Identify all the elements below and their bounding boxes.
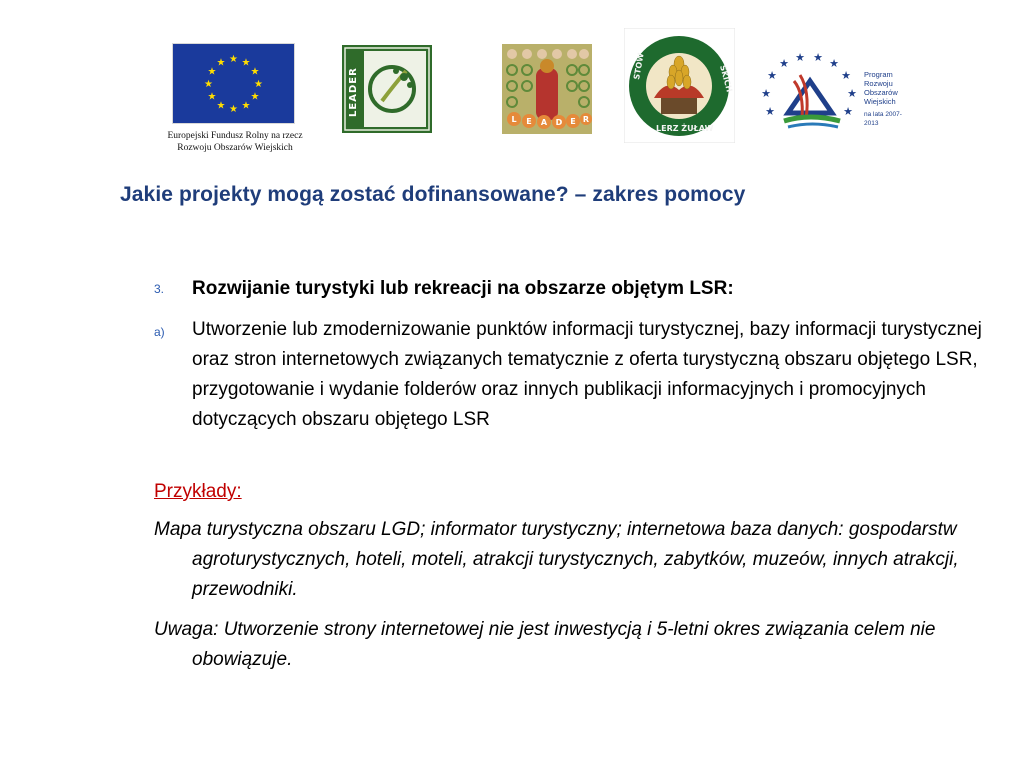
examples-text: Mapa turystyczna obszaru LGD; informator turystyczny; internetowa baza danych: gospodarstw agroturystycznych, hoteli, moteli, atrakcji turystycznych, zabytków, muzeów, innych atrakcji, przewodniki. — [154, 519, 959, 600]
svg-text:★: ★ — [250, 66, 260, 78]
leader-vertical-label: LEADER — [348, 67, 359, 117]
seal-ring-right: SKICH — [718, 64, 734, 94]
svg-text:★: ★ — [229, 54, 238, 65]
svg-text:★: ★ — [761, 87, 771, 100]
svg-text:★: ★ — [847, 87, 857, 100]
eu-caption-line-2: Rozwoju Obszarów Wiejskich — [177, 142, 293, 153]
wheat-seal-icon — [624, 28, 735, 143]
item-a-text: Utworzenie lub zmodernizowanie punktów informacji turystycznej, bazy informacji turystycznej oraz stron internetowych związanych tematycznie z oferta turystyczną obszaru objętego LSR, przygotowanie i wydanie folderów oraz innych publikacji informacyjnych i promocyjnych dotyczących obszaru objętego LSR — [192, 319, 982, 430]
svg-text:★: ★ — [779, 57, 789, 70]
slide-title: Jakie projekty mogą zostać dofinansowane? – zakres pomocy — [120, 183, 746, 206]
leader-logo — [342, 45, 432, 133]
svg-text:★: ★ — [254, 79, 263, 90]
prow-line-2: Rozwoju — [864, 79, 893, 88]
leader-letter-1: L — [511, 115, 517, 124]
seal-ring-left: STOW — [632, 52, 646, 81]
prow-dates: na lata 2007-2013 — [864, 111, 902, 127]
svg-text:★: ★ — [843, 105, 853, 118]
eu-fund-caption — [150, 131, 320, 154]
prow-logo — [760, 53, 910, 131]
leader-letter-2: E — [526, 117, 532, 126]
prow-stars-house-icon — [760, 53, 864, 131]
leader-letter-5: E — [570, 117, 576, 126]
list-item-3 — [154, 274, 1022, 304]
svg-text:★: ★ — [829, 57, 839, 70]
svg-text:★: ★ — [765, 105, 775, 118]
list-item-a — [154, 315, 1022, 435]
item-3-heading: Rozwijanie turystyki lub rekreacji na obszarze objętym LSR: — [192, 278, 734, 299]
svg-text:★: ★ — [250, 91, 260, 103]
prow-text-block — [864, 70, 912, 128]
note-text: Uwaga: Utworzenie strony internetowej nie jest inwestycją i 5-letni okres związania celem nie obowiązuje. — [154, 619, 936, 670]
association-round-logo — [624, 28, 735, 143]
leader-letter-6: R — [582, 115, 590, 124]
leader-emblem-icon — [342, 45, 432, 133]
list-letter-marker: a) — [154, 325, 165, 339]
svg-text:★: ★ — [241, 57, 251, 69]
svg-text:★: ★ — [813, 53, 823, 64]
eu-flag-logo — [173, 44, 294, 123]
leader-letter-4: D — [555, 118, 563, 127]
prow-line-1: Program — [864, 70, 893, 79]
svg-text:★: ★ — [216, 100, 226, 112]
prow-line-3: Obszarów — [864, 88, 898, 97]
svg-text:★: ★ — [795, 53, 805, 64]
leader-dots-icon — [502, 44, 592, 134]
eu-caption-line-1: Europejski Fundusz Rolny na rzecz — [167, 131, 303, 141]
svg-text:★: ★ — [204, 79, 213, 90]
leader-letter-3: A — [540, 118, 548, 127]
leader-dots-logo — [502, 44, 592, 134]
svg-text:★: ★ — [841, 69, 851, 82]
svg-text:★: ★ — [207, 66, 217, 78]
svg-text:★: ★ — [241, 100, 251, 112]
svg-text:★: ★ — [207, 91, 217, 103]
prow-line-4: Wiejskich — [864, 97, 896, 106]
seal-ring-bottom: LERZ ŻUŁAW — [656, 124, 714, 133]
eu-stars-icon — [173, 44, 294, 123]
list-number-marker: 3. — [154, 282, 165, 296]
svg-text:★: ★ — [767, 69, 777, 82]
svg-text:★: ★ — [229, 104, 238, 115]
examples-label: Przykłady: — [154, 481, 242, 502]
svg-text:★: ★ — [216, 57, 226, 69]
